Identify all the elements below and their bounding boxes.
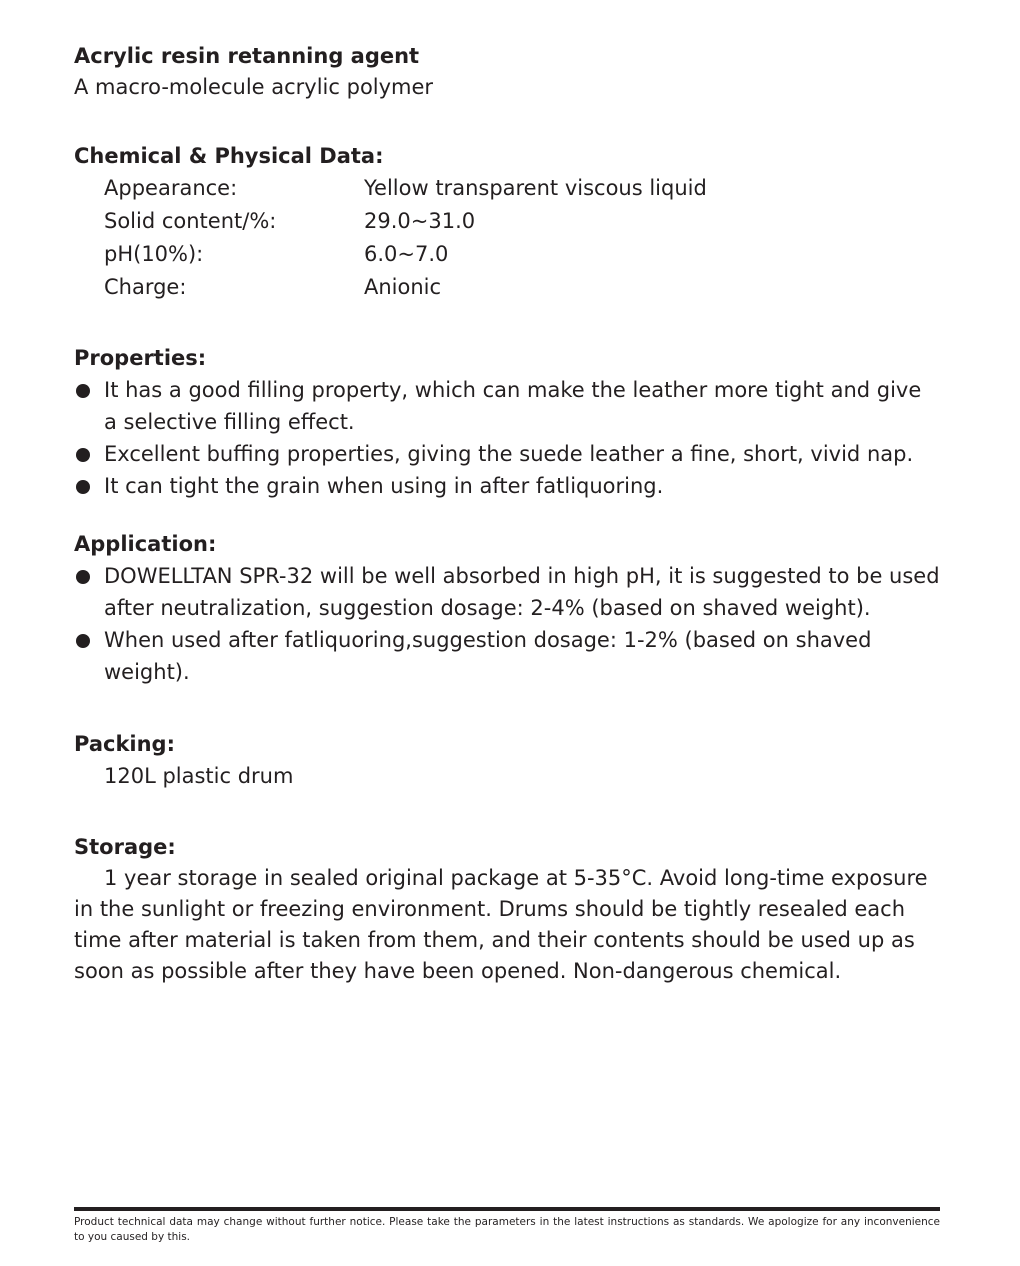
list-item-text: When used after fatliquoring,suggestion dosage: 1-2% (based on shaved weight). xyxy=(104,628,872,684)
table-row xyxy=(104,238,707,271)
table-row xyxy=(104,271,707,304)
properties-heading: Properties: xyxy=(74,346,207,370)
properties-list xyxy=(74,374,940,502)
list-item xyxy=(74,560,940,624)
solid-content-label: Solid content/%: xyxy=(104,209,277,233)
document-body xyxy=(74,40,940,987)
application-heading: Application: xyxy=(74,532,217,556)
packing-text: 120L plastic drum xyxy=(104,764,294,788)
footer-disclaimer: Product technical data may change without further notice. Please take the parameters in the latest instructions as standards. We apologize for any inconvenience to you caused by this. xyxy=(74,1216,940,1243)
bullet-icon xyxy=(76,448,90,462)
storage-heading: Storage: xyxy=(74,835,176,859)
packing-heading: Packing: xyxy=(74,732,175,756)
list-item xyxy=(74,624,940,688)
chemical-data-heading: Chemical & Physical Data: xyxy=(74,144,384,168)
charge-label: Charge: xyxy=(104,275,187,299)
chemical-data-table xyxy=(104,172,707,304)
bullet-icon xyxy=(76,384,90,398)
list-item xyxy=(74,438,940,470)
table-row xyxy=(104,172,707,205)
table-row xyxy=(104,205,707,238)
bullet-icon xyxy=(76,634,90,648)
document-subtitle: A macro-molecule acrylic polymer xyxy=(74,75,434,99)
footer-divider xyxy=(74,1207,940,1211)
document-title: Acrylic resin retanning agent xyxy=(74,44,420,68)
list-item xyxy=(74,374,940,438)
list-item-text: It can tight the grain when using in after fatliquoring. xyxy=(104,474,664,498)
ph-value: 6.0~7.0 xyxy=(364,242,449,266)
bullet-icon xyxy=(76,570,90,584)
list-item xyxy=(74,470,940,502)
solid-content-value: 29.0~31.0 xyxy=(364,209,476,233)
storage-text: 1 year storage in sealed original package at 5-35°C. Avoid long-time exposure in the sunlight or freezing environment. Drums should be tightly resealed each time after material is taken from them, and their contents should be used up as soon as possible after they have been opened. Non-dangerous chemical. xyxy=(74,866,928,983)
list-item-text: It has a good filling property, which can make the leather more tight and give a selective filling effect. xyxy=(104,378,922,434)
charge-value: Anionic xyxy=(364,275,442,299)
appearance-label: Appearance: xyxy=(104,176,238,200)
bullet-icon xyxy=(76,480,90,494)
appearance-value: Yellow transparent viscous liquid xyxy=(364,176,707,200)
ph-label: pH(10%): xyxy=(104,242,204,266)
application-list xyxy=(74,560,940,688)
list-item-text: DOWELLTAN SPR-32 will be well absorbed in high pH, it is suggested to be used after neutralization, suggestion dosage: 2-4% (based on shaved weight). xyxy=(104,564,940,620)
list-item-text: Excellent buffing properties, giving the suede leather a fine, short, vivid nap. xyxy=(104,442,914,466)
